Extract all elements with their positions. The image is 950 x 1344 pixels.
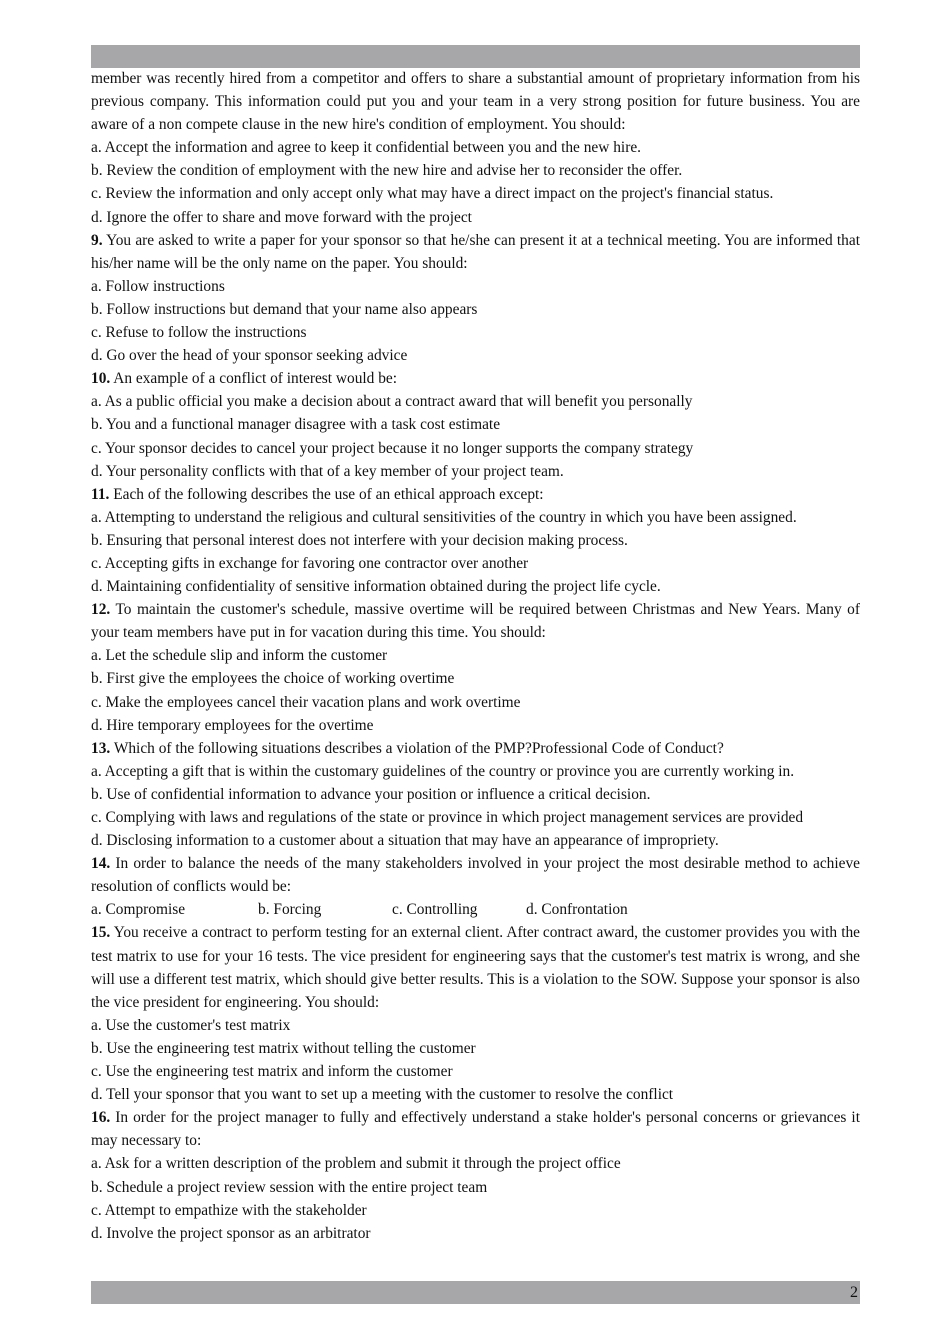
page-content [91,67,860,1245]
question-13 [91,737,860,760]
option: c. Complying with laws and regulations of the state or province in which project management services are provided [91,809,804,826]
option: a. As a public official you make a decision about a contract award that will benefit you personally [91,393,693,411]
question-number: 13. [91,739,111,757]
option: a. Attempting to understand the religious and cultural sensitivities of the country in which you have been assigned. [91,508,797,526]
option: a. Follow instructions [91,277,225,295]
option: c. Make the employees cancel their vacation plans and work overtime [91,693,521,711]
question-number: 15. [91,924,111,942]
option: c. Accepting gifts in exchange for favoring one contractor over another [91,554,529,572]
question-text: You receive a contract to perform testing for an external client. After contract award, the customer provides you with the test matrix to use for your 16 tests. The vice president for engineering says that the customer's test matrix is wrong, and she will use a different test matrix, which should give better results. This is a violation to the SOW. Suppose your sponsor is also the vice president for engineering. You should: [91,924,860,1011]
question-12 [91,598,860,644]
option: d. Confrontation [526,901,628,919]
option: a. Ask for a written description of the problem and submit it through the project office [91,1155,621,1173]
option: c. Review the information and only accept only what may have a direct impact on the project's financial status. [91,185,774,203]
option: d. Maintaining confidentiality of sensitive information obtained during the project life cycle. [91,578,661,596]
page-number: 2 [850,1284,858,1301]
question-text: To maintain the customer's schedule, massive overtime will be required between Christmas and New Years. Many of your team members have put in for vacation during this time. You should: [91,601,860,642]
question-number: 14. [91,855,111,873]
option: d. Go over the head of your sponsor seeking advice [91,347,408,365]
option: c. Use the engineering test matrix and inform the customer [91,1063,453,1081]
question-8-text: member was recently hired from a competitor and offers to share a substantial amount of proprietary information from his previous company. This information could put you and your team in a very strong position for future business. You are aware of a non compete clause in the new hire's condition of employment. You should: [91,70,860,134]
question-number: 12. [91,601,111,619]
question-text: In order for the project manager to fully and effectively understand a stake holder's personal concerns or grievances it may necessary to: [91,1109,860,1150]
question-11 [91,483,860,506]
option: b. Forcing [258,901,322,919]
option: b. First give the employees the choice of working overtime [91,670,455,688]
inline-options [91,898,860,921]
option: c. Your sponsor decides to cancel your project because it no longer supports the company strategy [91,439,694,457]
question-14 [91,852,860,898]
option: a. Accept the information and agree to keep it confidential between you and the new hire. [91,139,642,157]
question-number: 10. [91,370,111,388]
question-text: You are asked to write a paper for your sponsor so that he/she can present it at a technical meeting. You are informed that his/her name will be the only name on the paper. You should: [91,231,860,272]
option: b. Follow instructions but demand that your name also appears [91,300,478,318]
option: d. Involve the project sponsor as an arbitrator [91,1224,371,1242]
option: b. Use of confidential information to advance your position or influence a critical decision. [91,785,651,803]
option: b. Ensuring that personal interest does not interfere with your decision making process. [91,531,628,549]
option: b. Schedule a project review session with the entire project team [91,1178,488,1196]
question-number: 16. [91,1109,111,1127]
question-text: In order to balance the needs of the many stakeholders involved in your project the most desirable method to achieve resolution of conflicts would be: [91,855,860,896]
option: a. Let the schedule slip and inform the customer [91,647,388,665]
option: d. Ignore the offer to share and move forward with the project [91,208,472,226]
option: c. Refuse to follow the instructions [91,324,307,342]
question-text: An example of a conflict of interest would be: [110,370,398,388]
question-10 [91,367,860,390]
question-number: 9. [91,231,103,249]
option: d. Hire temporary employees for the overtime [91,716,374,734]
question-9 [91,229,860,275]
option: d. Tell your sponsor that you want to set up a meeting with the customer to resolve the conflict [91,1086,674,1104]
footer-bar [91,1281,860,1304]
question-text: Which of the following situations describes a violation of the PMP?Professional Code of Conduct? [110,739,724,757]
option: c. Attempt to empathize with the stakeholder [91,1201,367,1219]
option: b. You and a functional manager disagree with a task cost estimate [91,416,501,434]
option: a. Compromise [91,901,186,919]
question-text: Each of the following describes the use of an ethical approach except: [109,485,544,503]
question-16 [91,1106,860,1152]
option: a. Accepting a gift that is within the customary guidelines of the country or province you are currently working in. [91,762,795,780]
option: b. Review the condition of employment with the new hire and advise her to reconsider the offer. [91,162,683,180]
option: c. Controlling [392,901,478,919]
option: a. Use the customer's test matrix [91,1016,291,1034]
option: b. Use the engineering test matrix without telling the customer [91,1039,476,1057]
question-15 [91,921,860,1013]
option: d. Your personality conflicts with that of a key member of your project team. [91,462,564,480]
question-number: 11. [91,485,110,503]
option: d. Disclosing information to a customer about a situation that may have an appearance of impropriety. [91,832,719,850]
header-bar [91,45,860,68]
